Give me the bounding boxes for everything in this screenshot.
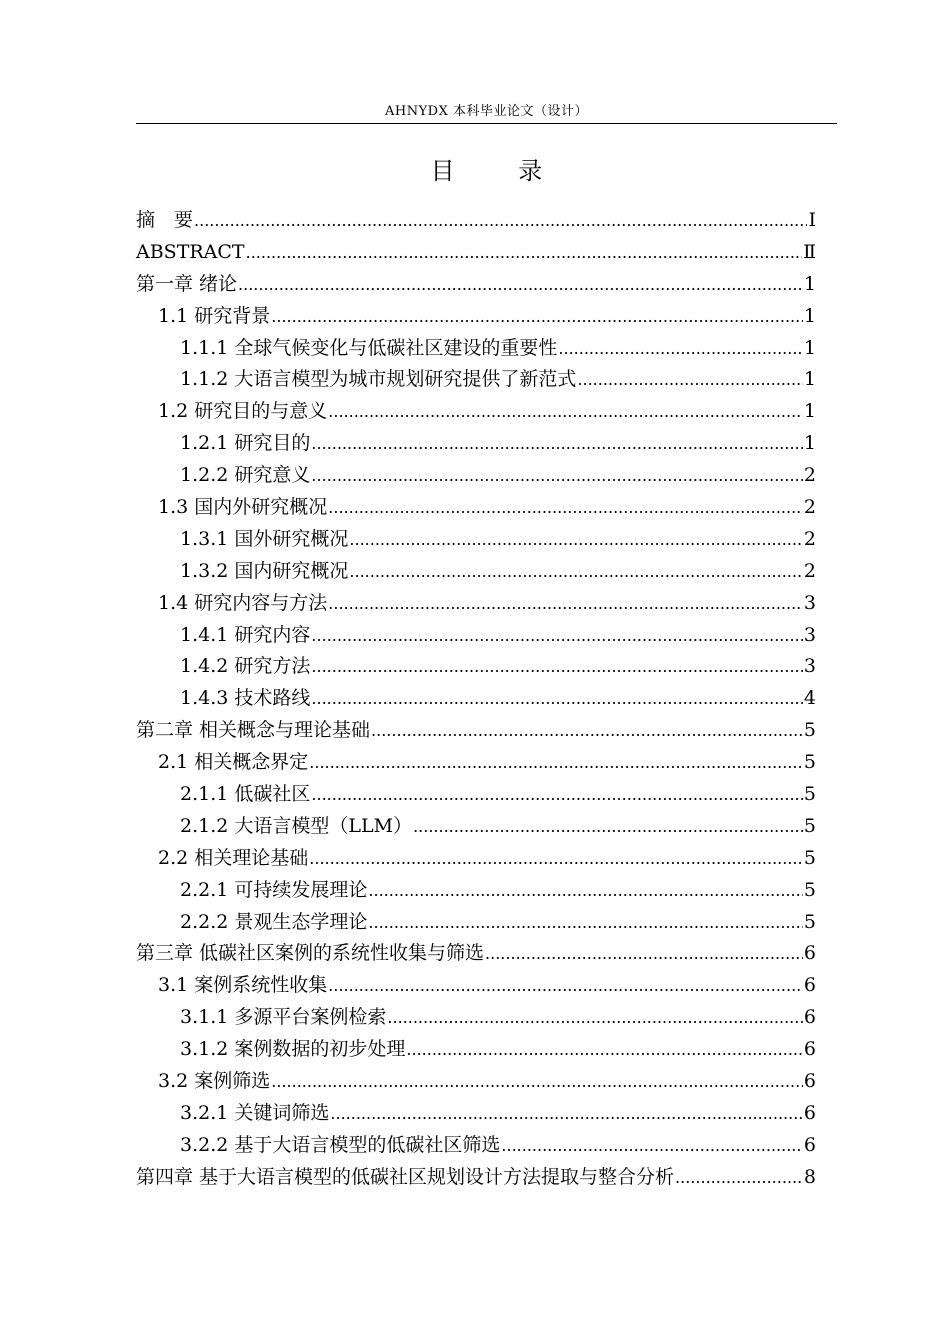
- toc-entry-label: 1.2.2 研究意义: [180, 464, 311, 487]
- toc-entry-page-number: 2: [803, 464, 816, 487]
- toc-dot-leader: [413, 811, 803, 843]
- toc-dot-leader: [368, 875, 803, 907]
- toc-entry-label: 3.2.2 基于大语言模型的低碳社区筛选: [180, 1133, 501, 1156]
- toc-entry[interactable]: [136, 205, 816, 237]
- toc-entry-page-number: Ⅰ: [808, 209, 816, 231]
- toc-entry-label: 1.3 国内外研究概况: [158, 496, 328, 519]
- toc-entry-label: 1.4.2 研究方法: [180, 655, 311, 678]
- toc-entry-page-number: 3: [803, 591, 816, 614]
- toc-entry-page-number: 5: [803, 846, 816, 869]
- toc-dot-leader: [246, 237, 802, 269]
- toc-entry-label: 2.1.1 低碳社区: [180, 783, 311, 806]
- toc-entry-label: 2.2.1 可持续发展理论: [180, 878, 368, 901]
- toc-dot-leader: [485, 938, 803, 970]
- toc-entry[interactable]: [136, 938, 816, 970]
- toc-entry[interactable]: [136, 460, 816, 492]
- toc-entry[interactable]: [136, 843, 816, 875]
- toc-entry-label: 1.1 研究背景: [158, 304, 271, 327]
- toc-dot-leader: [309, 843, 803, 875]
- toc-dot-leader: [330, 1098, 803, 1130]
- toc-entry[interactable]: [136, 715, 816, 747]
- toc-dot-leader: [311, 428, 803, 460]
- toc-dot-leader: [328, 588, 803, 620]
- toc-entry-page-number: 3: [803, 623, 816, 646]
- toc-entry-page-number: 1: [803, 368, 816, 391]
- toc-dot-leader: [675, 1162, 803, 1194]
- toc-entry-page-number: 6: [803, 942, 816, 965]
- toc-entry-label: 第二章 相关概念与理论基础: [136, 719, 371, 742]
- toc-entry-label: 3.1 案例系统性收集: [158, 974, 328, 997]
- toc-entry[interactable]: [136, 237, 816, 269]
- toc-entry-label: ABSTRACT: [136, 240, 245, 263]
- toc-entry-label: 3.1.1 多源平台案例检索: [180, 1006, 387, 1029]
- toc-entry-page-number: 1: [803, 272, 816, 295]
- toc-entry-label: 3.2.1 关键词筛选: [180, 1101, 330, 1124]
- toc-entry-label: 2.2.2 景观生态学理论: [180, 910, 368, 933]
- toc-dot-leader: [501, 1130, 803, 1162]
- toc-dot-leader: [238, 269, 803, 301]
- toc-entry-page-number: 5: [803, 719, 816, 742]
- toc-entry-page-number: 1: [803, 432, 816, 455]
- toc-entry-label: 第一章 绪论: [136, 272, 238, 295]
- toc-entry[interactable]: [136, 651, 816, 683]
- toc-entry[interactable]: [136, 364, 816, 396]
- toc-entry-page-number: 6: [803, 974, 816, 997]
- toc-dot-leader: [328, 492, 803, 524]
- toc-entry[interactable]: [136, 683, 816, 715]
- toc-dot-leader: [311, 683, 803, 715]
- toc-dot-leader: [194, 205, 807, 237]
- toc-entry[interactable]: [136, 1034, 816, 1066]
- toc-dot-leader: [311, 779, 803, 811]
- toc-entry[interactable]: [136, 620, 816, 652]
- toc-entry-label: 1.4 研究内容与方法: [158, 591, 328, 614]
- toc-entry-page-number: 6: [803, 1006, 816, 1029]
- toc-entry-page-number: 5: [803, 910, 816, 933]
- toc-entry-label: 1.3.1 国外研究概况: [180, 527, 349, 550]
- toc-entry[interactable]: [136, 907, 816, 939]
- toc-entry-page-number: 1: [803, 304, 816, 327]
- header-rule: [136, 123, 837, 124]
- toc-entry[interactable]: [136, 1130, 816, 1162]
- toc-dot-leader: [311, 620, 803, 652]
- toc-entry-page-number: 5: [803, 783, 816, 806]
- toc-entry[interactable]: [136, 588, 816, 620]
- toc-entry[interactable]: [136, 970, 816, 1002]
- toc-entry-page-number: 6: [803, 1133, 816, 1156]
- toc-entry-label: 1.4.1 研究内容: [180, 623, 311, 646]
- toc-dot-leader: [349, 556, 803, 588]
- toc-dot-leader: [328, 970, 803, 1002]
- toc-entry[interactable]: [136, 269, 816, 301]
- running-header: AHNYDX 本科毕业论文（设计）: [385, 104, 588, 119]
- toc-entry[interactable]: [136, 1098, 816, 1130]
- toc-entry-page-number: 2: [803, 496, 816, 519]
- toc-entry-page-number: 6: [803, 1038, 816, 1061]
- toc-dot-leader: [577, 364, 803, 396]
- toc-entry-page-number: 1: [803, 336, 816, 359]
- toc-entry-page-number: 5: [803, 878, 816, 901]
- toc-entry-page-number: Ⅱ: [803, 240, 816, 263]
- toc-entry-label: 1.3.2 国内研究概况: [180, 559, 349, 582]
- toc-entry-label: 1.1.2 大语言模型为城市规划研究提供了新范式: [180, 368, 577, 391]
- toc-entry-label: 摘 要: [136, 209, 194, 231]
- toc-entry-label: 1.2.1 研究目的: [180, 432, 311, 455]
- toc-entry-page-number: 8: [803, 1165, 816, 1188]
- toc-dot-leader: [558, 333, 803, 365]
- toc-entry[interactable]: [136, 428, 816, 460]
- toc-entry[interactable]: [136, 779, 816, 811]
- toc-dot-leader: [328, 396, 803, 428]
- toc-entry[interactable]: [136, 1066, 816, 1098]
- toc-entry-page-number: 6: [803, 1101, 816, 1124]
- toc-dot-leader: [406, 1034, 803, 1066]
- toc-entry[interactable]: [136, 301, 816, 333]
- toc-entry-label: 2.2 相关理论基础: [158, 846, 309, 869]
- toc-entry-page-number: 1: [803, 400, 816, 423]
- toc-entry-label: 1.2 研究目的与意义: [158, 400, 328, 423]
- toc-entry-label: 3.1.2 案例数据的初步处理: [180, 1038, 406, 1061]
- toc-entry-label: 第四章 基于大语言模型的低碳社区规划设计方法提取与整合分析: [136, 1165, 675, 1188]
- toc-entry-label: 第三章 低碳社区案例的系统性收集与筛选: [136, 942, 485, 965]
- toc-entry[interactable]: [136, 396, 816, 428]
- toc-dot-leader: [311, 651, 803, 683]
- toc-dot-leader: [387, 1002, 803, 1034]
- toc-entry[interactable]: [136, 811, 816, 843]
- toc-entry-page-number: 4: [803, 687, 816, 710]
- toc-dot-leader: [309, 747, 803, 779]
- toc-entry[interactable]: [136, 492, 816, 524]
- toc-title: 目 录: [430, 157, 571, 185]
- toc-dot-leader: [371, 715, 803, 747]
- toc-dot-leader: [349, 524, 803, 556]
- toc-entry[interactable]: [136, 333, 816, 365]
- toc-entry[interactable]: [136, 524, 816, 556]
- toc-entry-label: 1.4.3 技术路线: [180, 687, 311, 710]
- toc-entry-label: 1.1.1 全球气候变化与低碳社区建设的重要性: [180, 336, 558, 359]
- toc-dot-leader: [271, 1066, 803, 1098]
- toc-entry-label: 2.1 相关概念界定: [158, 751, 309, 774]
- toc-entry-page-number: 5: [803, 814, 816, 837]
- toc-entry[interactable]: [136, 1002, 816, 1034]
- table-of-contents: [136, 205, 816, 1194]
- toc-entry-label: 3.2 案例筛选: [158, 1070, 271, 1093]
- toc-dot-leader: [271, 301, 803, 333]
- toc-entry-label: 2.1.2 大语言模型（LLM）: [180, 814, 413, 837]
- toc-entry-page-number: 3: [803, 655, 816, 678]
- toc-entry[interactable]: [136, 875, 816, 907]
- toc-entry[interactable]: [136, 747, 816, 779]
- toc-entry[interactable]: [136, 1162, 816, 1194]
- toc-entry[interactable]: [136, 556, 816, 588]
- toc-dot-leader: [311, 460, 803, 492]
- toc-entry-page-number: 6: [803, 1070, 816, 1093]
- toc-entry-page-number: 5: [803, 751, 816, 774]
- toc-entry-page-number: 2: [803, 527, 816, 550]
- toc-dot-leader: [368, 907, 803, 939]
- toc-entry-page-number: 2: [803, 559, 816, 582]
